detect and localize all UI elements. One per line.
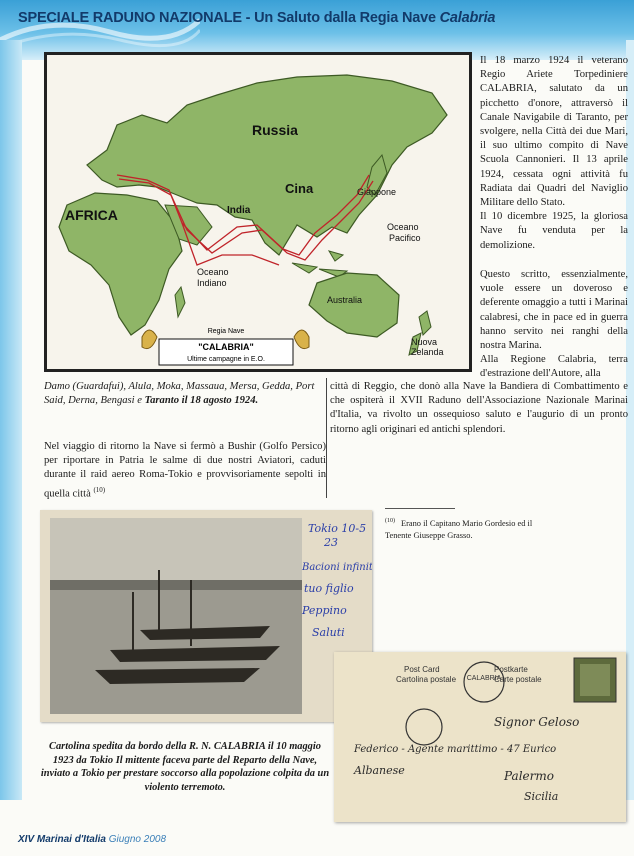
postcard-photo [40, 510, 372, 722]
plaque-line-1: Regia Nave [207, 328, 245, 335]
address-line-3: Albanese [354, 764, 405, 777]
paragraph: Il 10 dicembre 1925, la gloriosa Nave fu venduta per la demolizione. [480, 211, 628, 251]
map-label-nuova: Nuova [411, 337, 438, 347]
article-column-continuation: città di Reggio, che donò alla Nave la Bandiera di Combattimento e che ospiterà il XVII Raduno dell'Associazione Nazionale Marinai d'Italia, va rivolto un ossequioso saluto e l'augurio di un pronto ritorno agli originari ed antichi splendori. [330, 381, 628, 435]
paragraph: Questo scritto, essenzialmente, vuole essere un doveroso e deferente omaggio a tutti i Marinai calabresi, che in pace ed in guerra hanno servito nei ranghi della nostra Marina. [480, 269, 628, 352]
map-label-russia: Russia [252, 122, 298, 138]
address-line-5: Sicilia [524, 790, 559, 803]
map-label-indiano-1: Oceano [197, 267, 229, 277]
page-header-title: SPECIALE RADUNO NAZIONALE - Un Saluto dalla Regia Nave Calabria [18, 10, 496, 26]
address-line-4: Palermo [504, 769, 554, 783]
postmark-text: CALABRIA [466, 675, 502, 682]
postcard-handwriting-6: Saluti [312, 626, 345, 639]
issue-date: Giugno 2008 [108, 834, 167, 845]
postcard-handwriting-3: Bacioni infiniti [302, 562, 372, 573]
address-line-2: Federico - Agente marittimo - 47 Eurico [354, 744, 557, 755]
left-decorative-band [0, 40, 22, 800]
return-voyage-paragraph: Nel viaggio di ritorno la Nave si fermò a Bushir (Golfo Persico) per riportare in Patria le salme di due nostri Aviatori, caduti durante il raid aereo Roma-Tokio e provvisoriamente sepolti in quella città $^{(10)}$ [44, 441, 326, 500]
ports-list: Damo (Guardafui), Alula, Moka, Massaua, Mersa, Gedda, Port Said, Derna, Bengasi e Taranto il 18 agosto 1924. [44, 381, 315, 407]
magazine-name: Marinai d'Italia [36, 834, 106, 845]
postcard-back [334, 652, 626, 822]
map-label-australia: Australia [327, 295, 363, 305]
map-label-zelanda: Zelanda [411, 347, 444, 357]
plaque-line-3: Ultime campagne in E.O. [187, 356, 265, 363]
paragraph: Il 18 marzo 1924 il veterano Regio Ariete Torpediniere CALABRIA, salutato da un picchetto d'onore, attraversò il Canale Navigabile di Taranto, per svolgere, nella Città dei due Mari, il suo ultimo compito di Nave Scuola Cannonieri. Il 13 aprile 1924, cessata ogni attività fu Radiata dai Quadri del Naviglio Militare dello Stato. [480, 55, 628, 209]
footnote-divider [385, 508, 455, 509]
column-divider [326, 378, 327, 498]
plaque-line-2: "CALABRIA" [198, 342, 254, 352]
map-label-giappone: Giappone [357, 187, 397, 197]
address-line-1: Signor Geloso [494, 715, 580, 729]
footnote-reference: (10) [93, 485, 106, 494]
map-label-africa: AFRICA [65, 207, 118, 223]
map-label-pacifico-2: Pacifico [389, 233, 421, 243]
footnote: $^{(10)}$ Erano il Capitano Mario Gordesio ed il Tenente Giuseppe Grasso. [385, 518, 533, 540]
article-column-right-middle [480, 268, 628, 382]
map-label-indiano-2: Indiano [197, 278, 227, 288]
map-label-india: India [227, 205, 251, 216]
article-column-right-top [480, 54, 628, 253]
postcard-handwriting-5: Peppino [302, 604, 347, 617]
postcard-label-fr: Carte postale [494, 675, 542, 684]
page-footer [18, 834, 166, 845]
route-map [44, 52, 472, 372]
postcard-handwriting-2: 23 [324, 536, 338, 549]
map-label-cina: Cina [285, 181, 314, 196]
postcard-label-en: Post Card [404, 665, 440, 674]
postcard-label-de: Postkarte [494, 665, 528, 674]
page-number: XIV [18, 834, 35, 845]
map-label-pacifico-1: Oceano [387, 222, 419, 232]
postcard-handwriting-4: tuo figlio [304, 582, 354, 595]
postcard-caption: Cartolina spedita da bordo della R. N. CALABRIA il 10 maggio 1923 da Tokio Il mittente faceva parte del Reparto della Nave, inviato a Tokio per prestare soccorso alla popolazione colpita da un violento terremoto. [40, 741, 330, 793]
postcard-label-it: Cartolina postale [396, 675, 457, 684]
postcard-handwriting-1: Tokio 10-5 [308, 522, 367, 535]
paragraph: Alla Regione Calabria, terra d'estrazione dell'Autore, alla [480, 354, 628, 380]
